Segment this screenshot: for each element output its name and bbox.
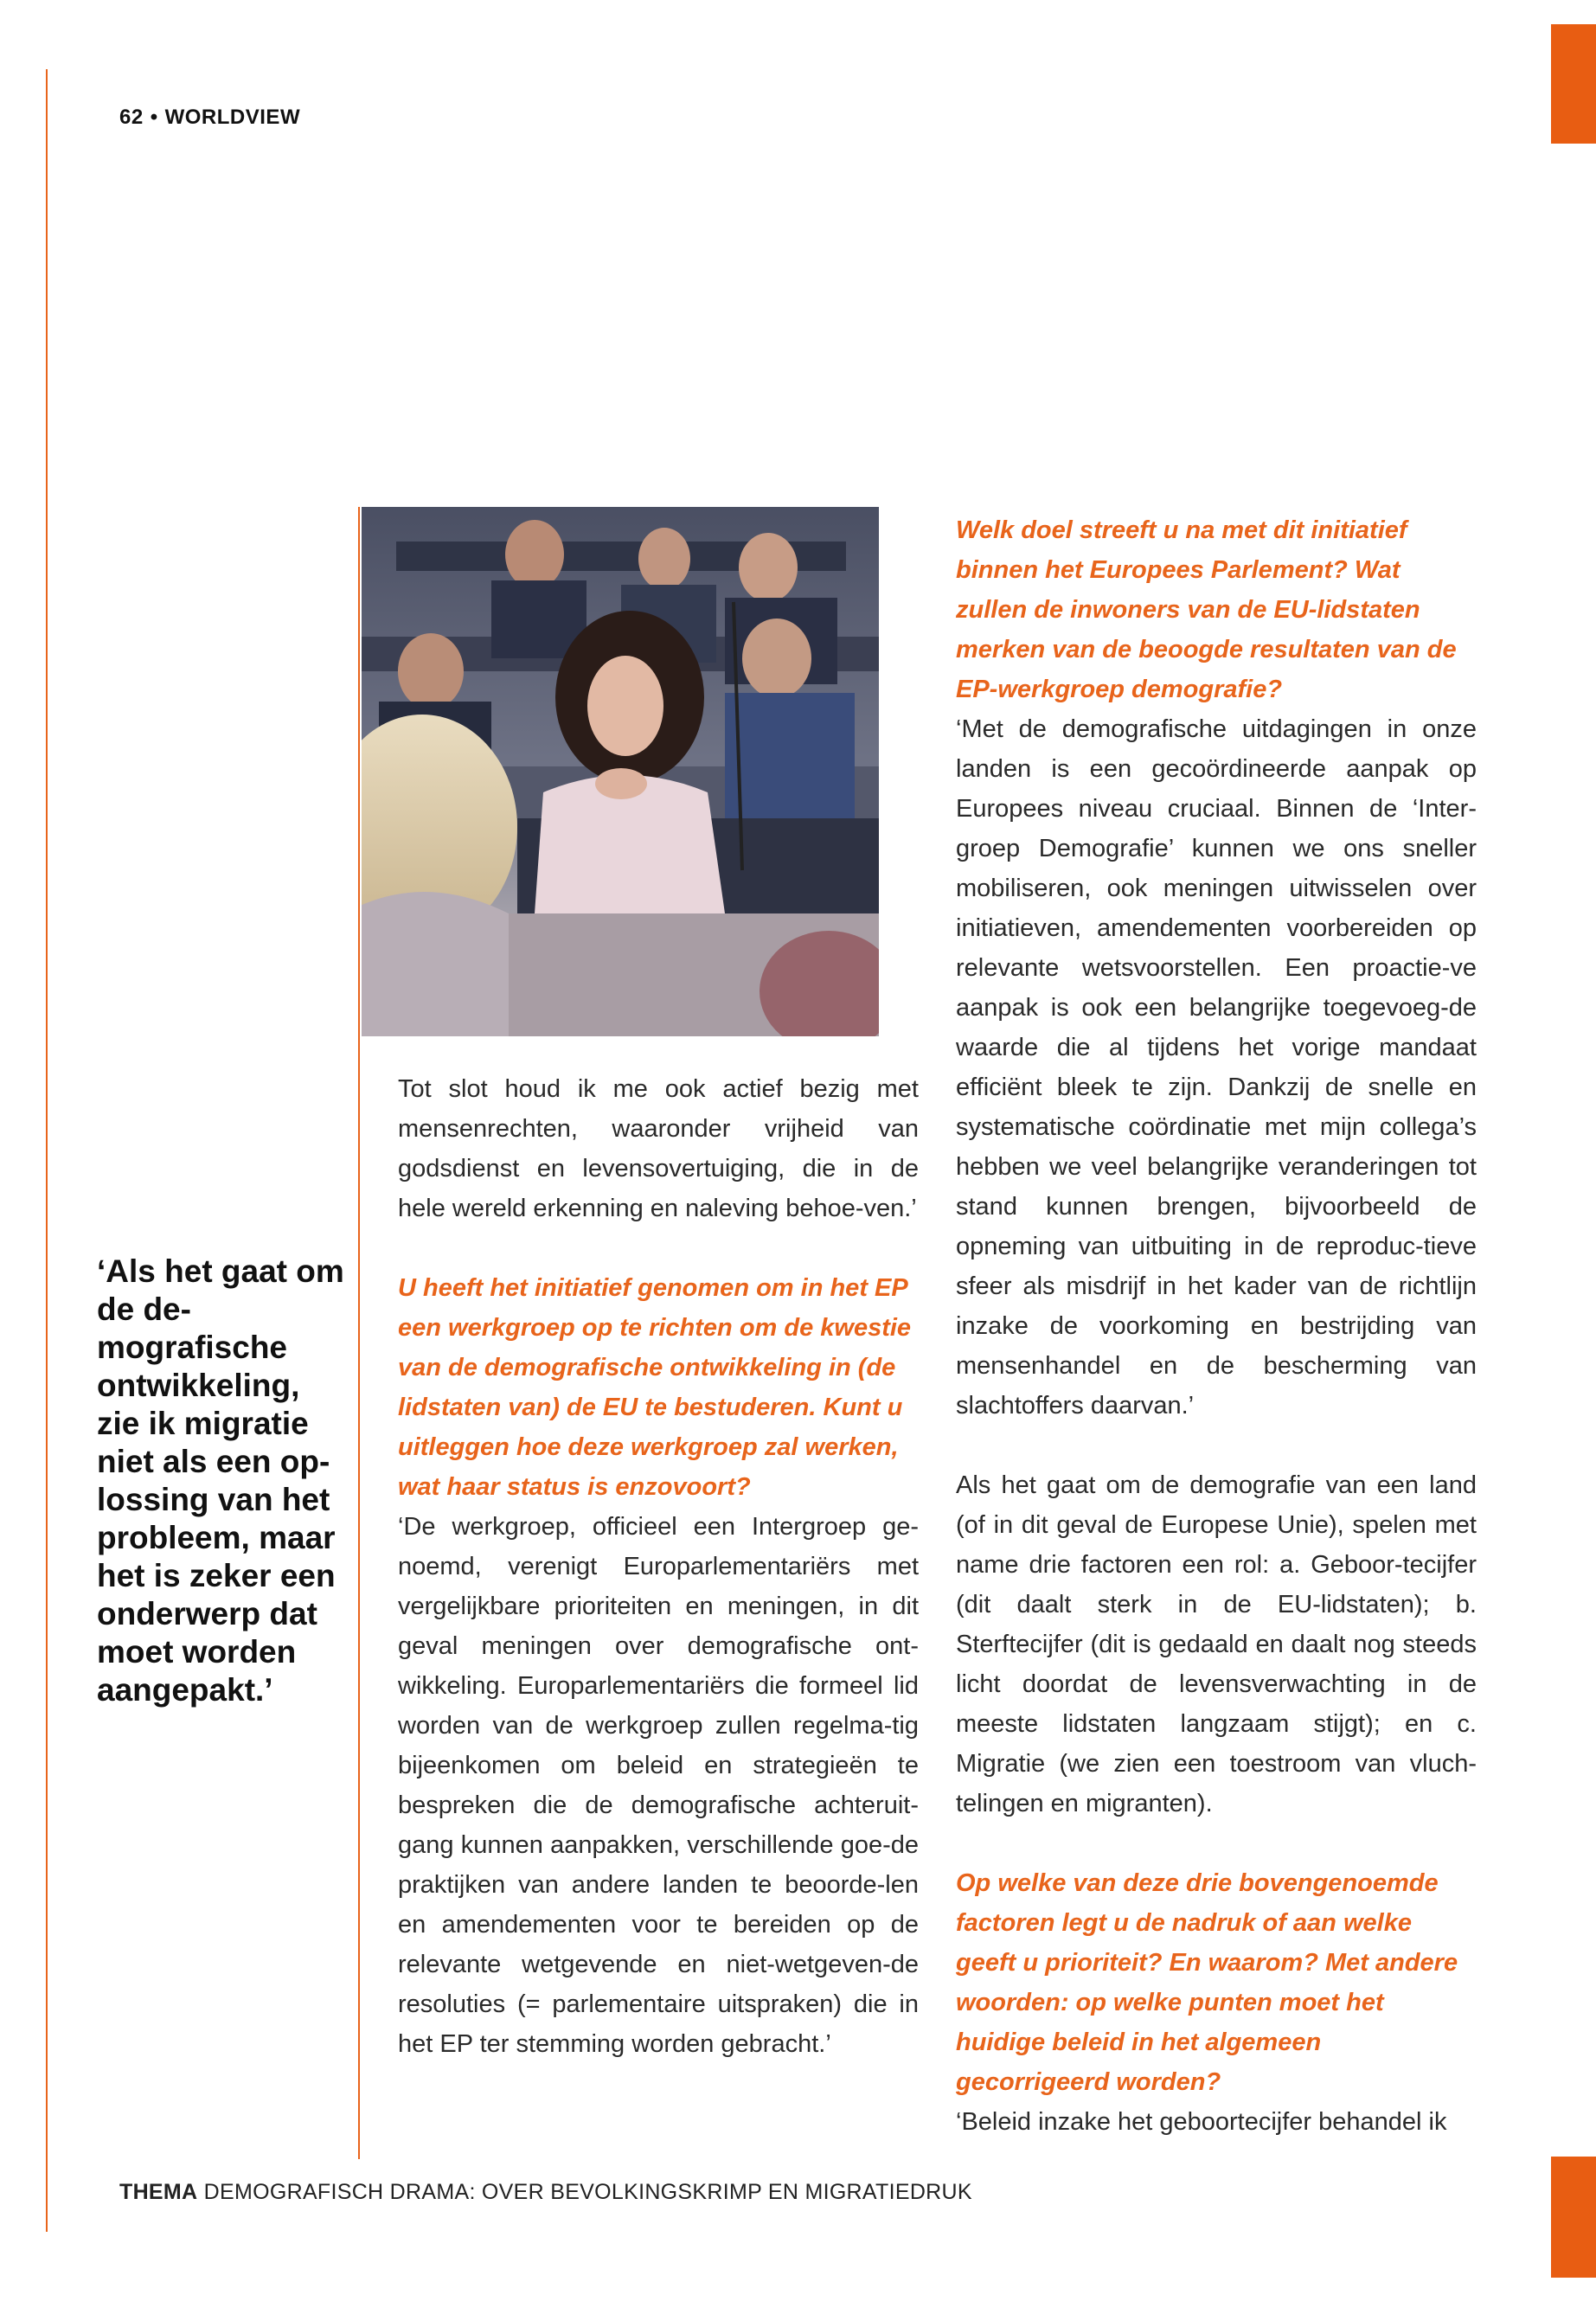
margin-rule — [46, 69, 48, 2232]
paragraph-gap — [398, 1228, 919, 1268]
footer-theme-text: DEMOGRAFISCH DRAMA: OVER BEVOLKINGSKRIMP EN MIGRATIEDRUK — [203, 2180, 972, 2204]
interview-question: Op welke van deze drie bovengenoemde factoren legt u de nadruk of aan welke geeft u prioriteit? En waarom? Met andere woorden: op welke punten moet het huidige beleid in het algemeen gecorrigeerd worden? — [956, 1869, 1458, 2096]
column-rule — [358, 507, 360, 2159]
section-name: WORLDVIEW — [164, 106, 301, 129]
interview-answer: ‘Met de demografische uitdagingen in onze landen is een gecoördineerde aanpak op Europees niveau cruciaal. Binnen de ‘Inter-groep Demografie’ kunnen we ons sneller mobiliseren, ook meningen uitwisselen over initiatieven, amendementen voorbereiden op relevante wetsvoorstellen. Een proactie-ve aanpak is ook een belangrijke toegevoeg-de waarde die al tijdens het vorige mandaat efficiënt bleek te zijn. Dankzij de snelle en systematische coördinatie met mijn collega’s hebben we veel belangrijke veranderingen tot stand kunnen brengen, bijvoorbeeld de opneming van uitbuiting in de reproduc-tieve sfeer als misdrijf in het kader van de richtlijn inzake de voorkoming en bestrijding van mensenhandel en de bescherming van slachtoffers daarvan.’ — [956, 715, 1477, 1420]
running-header — [119, 106, 300, 130]
parliament-photo-illustration — [362, 507, 879, 1036]
interview-question: U heeft het initiatief genomen om in het EP een werkgroep op te richten om de kwestie van de demografische ontwikkeling in (de lidstaten van) de EU te bestuderen. Kunt u uitleggen hoe deze werkgroep zal werken, wat haar status is enzovoort? — [398, 1274, 912, 1501]
page-number: 62 — [119, 106, 144, 129]
interview-answer: ‘Beleid inzake het geboortecijfer behandel ik — [956, 2108, 1447, 2136]
pull-quote: ‘Als het gaat om de de-mografische ontwikkeling, zie ik migratie niet als een op-lossing van het probleem, maar het is zeker een onderwerp dat moet worden aangepakt.’ — [97, 1253, 344, 1708]
article-photo — [362, 507, 879, 1036]
page-tab-bottom — [1551, 2157, 1596, 2278]
paragraph-gap — [956, 1823, 1477, 1863]
interview-question: Welk doel streeft u na met dit initiatief binnen het Europees Parlement? Wat zullen de inwoners van de EU-lidstaten merken van de beoogde resultaten van de EP-werkgroep demografie? — [956, 516, 1457, 703]
page-tab-top — [1551, 24, 1596, 144]
running-footer — [119, 2180, 972, 2205]
footer-theme-label: THEMA — [119, 2180, 198, 2204]
middle-column — [398, 1069, 919, 2064]
paragraph-closing-remark: Tot slot houd ik me ook actief bezig met mensenrechten, waaronder vrijheid van godsdienst en levensovertuiging, die in de hele wereld erkenning en naleving behoe-ven.’ — [398, 1075, 919, 1222]
paragraph-demography-factors: Als het gaat om de demografie van een land (of in dit geval de Europese Unie), spelen met name drie factoren een rol: a. Geboor-tecijfer (dit daalt sterk in de EU-lidstaten); b. Sterftecijfer (dit is gedaald en daalt nog steeds licht doordat de levensverwachting in de meeste lidstaten langzaam stijgt); en c. Migratie (we zien een toestroom van vluch-telingen en migranten). — [956, 1471, 1477, 1817]
right-column — [956, 510, 1477, 2142]
interview-answer: ‘De werkgroep, officieel een Intergroep ge-noemd, verenigt Europarlementariërs met vergelijkbare prioriteiten en meningen, in dit geval meningen over demografische ont-wikkeling. Europarlementariërs die formeel lid worden van de werkgroep zullen regelma-tig bijeenkomen om beleid en strategieën te bespreken die de demografische achteruit-gang kunnen aanpakken, verschillende goe-de praktijken van andere landen te beoorde-len en amendementen voor te bereiden op de relevante wetgevende en niet-wetgeven-de resoluties (= parlementaire uitspraken) die in het EP ter stemming worden gebracht.’ — [398, 1513, 919, 2058]
paragraph-gap — [956, 1426, 1477, 1465]
header-separator: • — [150, 106, 158, 129]
